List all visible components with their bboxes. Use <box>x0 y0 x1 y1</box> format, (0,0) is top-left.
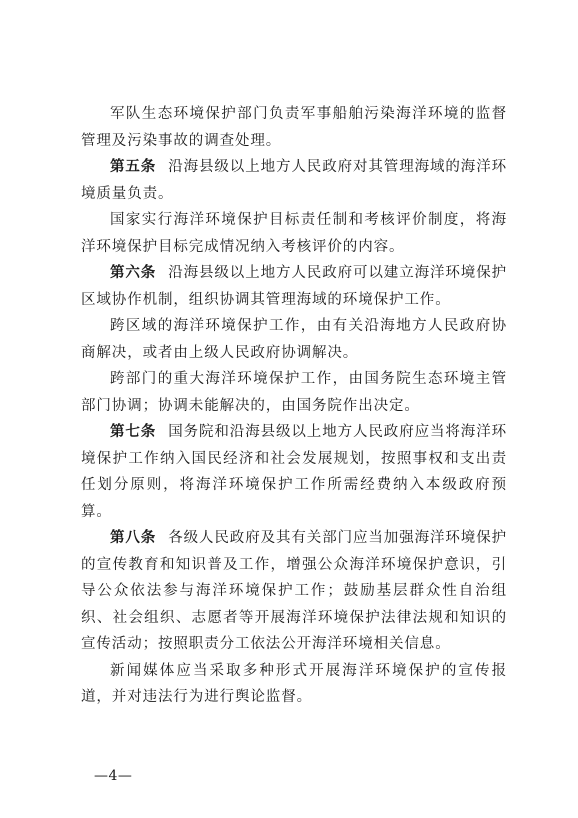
paragraph-7 <box>81 419 507 525</box>
article-number: 第八条 <box>110 530 157 546</box>
article-number: 第六条 <box>110 265 157 281</box>
paragraph-2 <box>81 154 507 207</box>
paragraph-text: 军队生态环境保护部门负责军事船舶污染海洋环境的监督管理及污染事故的调查处理。 <box>81 106 507 149</box>
paragraph-5 <box>81 313 507 366</box>
page-number: —4— <box>94 768 133 784</box>
paragraph-text: 国务院和沿海县级以上地方人民政府应当将海洋环境保护工作纳入国民经济和社会发展规划，按照事权和支出责任划分原则，将海洋环境保护工作所需经费纳入本级政府预算。 <box>81 424 508 520</box>
paragraph-8 <box>81 525 507 658</box>
paragraph-9 <box>81 658 507 711</box>
paragraph-1 <box>81 101 507 154</box>
paragraph-text: 新闻媒体应当采取多种形式开展海洋环境保护的宣传报道，并对违法行为进行舆论监督。 <box>81 662 507 705</box>
article-number: 第七条 <box>110 424 157 440</box>
paragraph-text: 国家实行海洋环境保护目标责任制和考核评价制度，将海洋环境保护目标完成情况纳入考核评价的内容。 <box>81 212 507 255</box>
paragraph-text: 跨部门的重大海洋环境保护工作，由国务院生态环境主管部门协调；协调未能解决的，由国务院作出决定。 <box>81 371 507 414</box>
paragraph-text: 沿海县级以上地方人民政府对其管理海域的海洋环境质量负责。 <box>81 159 508 202</box>
paragraph-4 <box>81 260 507 313</box>
paragraph-text: 沿海县级以上地方人民政府可以建立海洋环境保护区域协作机制，组织协调其管理海域的环境保护工作。 <box>81 265 508 308</box>
paragraph-6 <box>81 366 507 419</box>
document-body <box>81 101 507 711</box>
paragraph-text: 各级人民政府及其有关部门应当加强海洋环境保护的宣传教育和知识普及工作，增强公众海洋环境保护意识，引导公众依法参与海洋环境保护工作；鼓励基层群众性自治组织、社会组织、志愿者等开展海洋环境保护法律法规和知识的宣传活动；按照职责分工依法公开海洋环境相关信息。 <box>81 530 508 652</box>
paragraph-3 <box>81 207 507 260</box>
paragraph-text: 跨区域的海洋环境保护工作，由有关沿海地方人民政府协商解决，或者由上级人民政府协调解决。 <box>81 318 507 361</box>
article-number: 第五条 <box>110 159 157 175</box>
